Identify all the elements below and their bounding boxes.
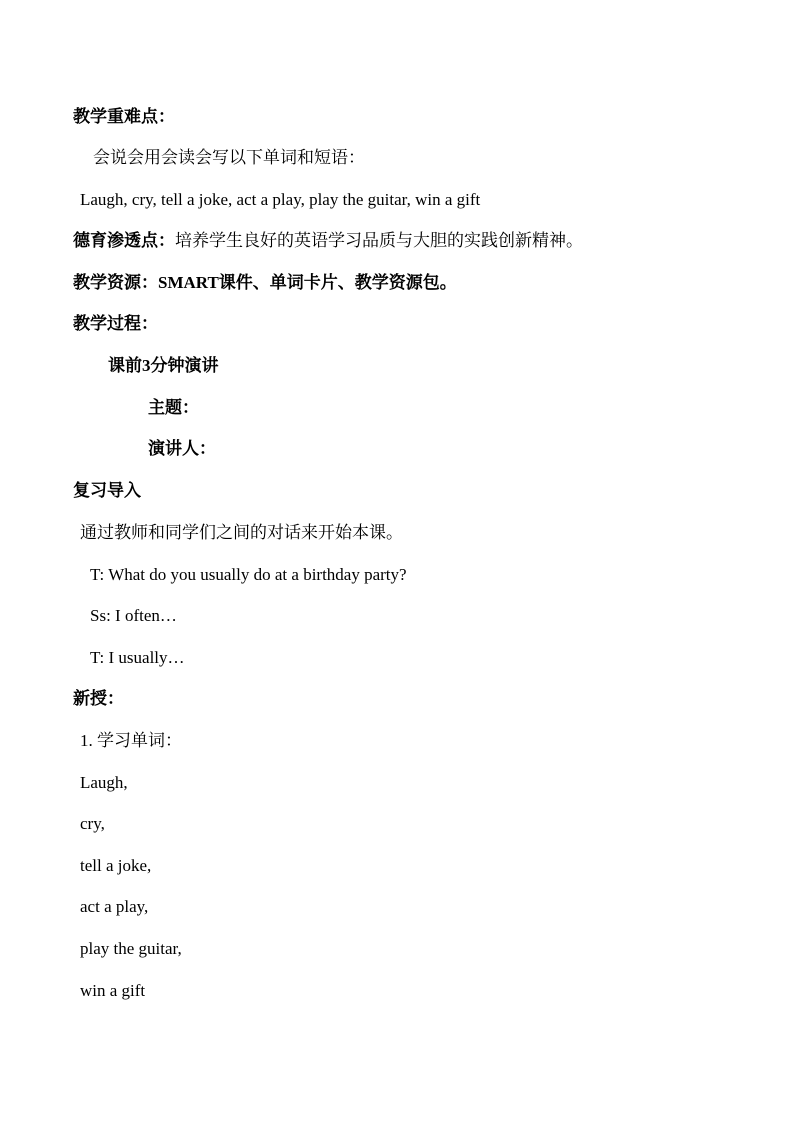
word-item: cry,	[80, 814, 105, 833]
dialogue-line: Ss: I often…	[90, 606, 177, 625]
review-heading: 复习导入	[73, 481, 141, 500]
word-item: win a gift	[80, 981, 146, 1000]
topic-label: 主题：	[148, 398, 199, 417]
word-item: play the guitar,	[80, 939, 182, 958]
dialogue-line: T: I usually…	[90, 648, 185, 667]
moral-label: 德育渗透点：	[73, 231, 175, 250]
process-heading: 教学过程：	[73, 314, 158, 333]
new-lesson-heading: 新授：	[73, 689, 124, 708]
moral-text: 培养学生良好的英语学习品质与大胆的实践创新精神。	[175, 231, 583, 250]
speech-title: 课前3分钟演讲	[108, 356, 219, 375]
speaker-label: 演讲人：	[148, 439, 216, 458]
review-intro: 通过教师和同学们之间的对话来开始本课。	[80, 523, 403, 542]
resources-text: SMART课件、单词卡片、教学资源包。	[158, 273, 457, 292]
key-points-heading: 教学重难点：	[73, 107, 175, 126]
resources-line	[73, 272, 457, 294]
key-points-phrases: Laugh, cry, tell a joke, act a play, play the guitar, win a gift	[80, 190, 481, 209]
word-item: Laugh,	[80, 773, 128, 792]
new-lesson-step1: 1. 学习单词：	[80, 731, 182, 750]
resources-label: 教学资源：	[73, 273, 158, 292]
key-points-intro: 会说会用会读会写以下单词和短语：	[93, 148, 365, 167]
word-item: tell a joke,	[80, 856, 152, 875]
dialogue-line: T: What do you usually do at a birthday party?	[90, 565, 407, 584]
word-item: act a play,	[80, 897, 149, 916]
moral-line	[73, 230, 583, 252]
